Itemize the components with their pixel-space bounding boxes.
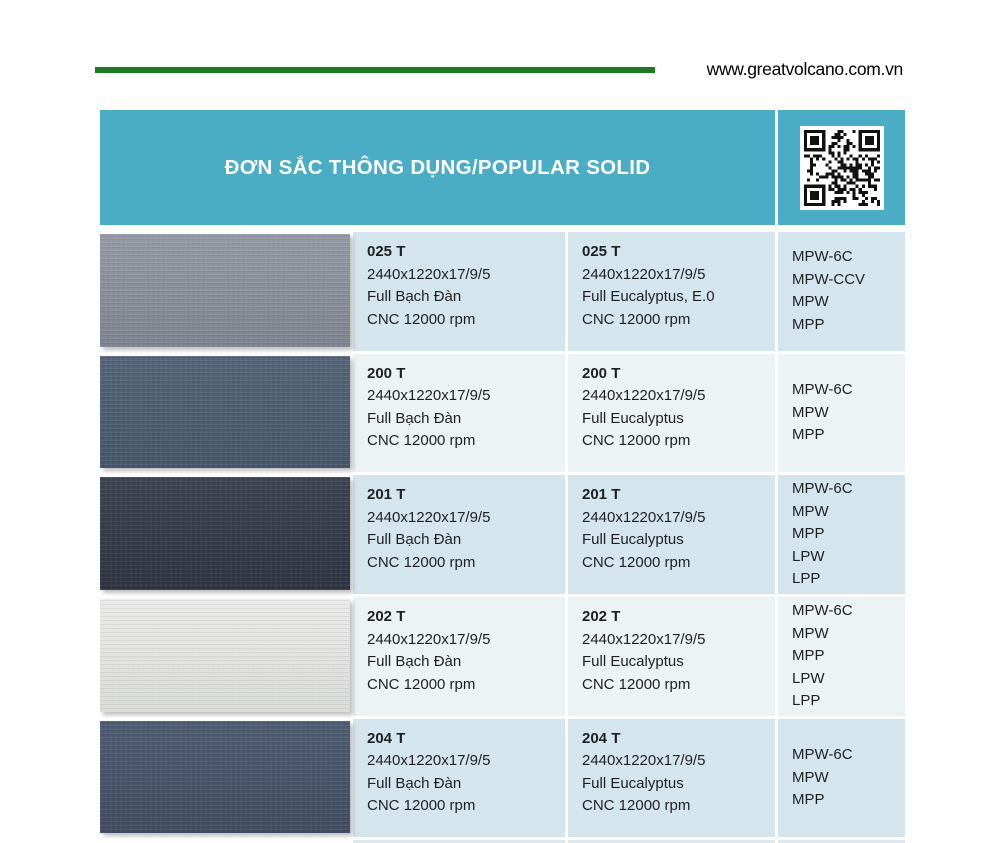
- product-size: 2440x1220x17/9/5: [582, 265, 706, 283]
- variant-export-cell: [568, 719, 775, 838]
- finish-code: MPP: [792, 647, 825, 665]
- catalog-header: [100, 110, 905, 225]
- swatch-cell: [100, 354, 350, 473]
- variant-export-cell: [568, 475, 775, 594]
- product-process: CNC 12000 rpm: [582, 432, 691, 450]
- finish-codes-cell: [778, 475, 905, 594]
- product-process: CNC 12000 rpm: [582, 797, 691, 815]
- panel-swatch-201T: [100, 477, 350, 590]
- finish-code: MPP: [792, 315, 825, 333]
- product-core: Full Eucalyptus, E.0: [582, 288, 715, 305]
- panel-swatch-202T: [100, 599, 350, 712]
- product-core: Full Eucalyptus: [582, 653, 684, 671]
- panel-swatch-200T: [100, 356, 350, 469]
- product-size: 2440x1220x17/9/5: [367, 387, 491, 405]
- finish-codes-cell: [778, 597, 905, 716]
- finish-code: MPW: [792, 403, 829, 421]
- finish-code: LPP: [792, 570, 821, 588]
- swatch-cell: [100, 232, 350, 351]
- product-core: Full Eucalyptus: [582, 774, 684, 792]
- variant-domestic-cell: [353, 354, 565, 473]
- product-code: 201 T: [367, 486, 406, 504]
- finish-code: MPW-6C: [792, 381, 853, 399]
- finish-code: MPW-6C: [792, 248, 853, 266]
- product-process: CNC 12000 rpm: [367, 675, 476, 693]
- finish-code: MPW-6C: [792, 602, 853, 620]
- variant-export-cell: [568, 597, 775, 716]
- product-process: CNC 12000 rpm: [367, 432, 476, 450]
- variant-domestic-cell: [353, 475, 565, 594]
- product-core: Full Bạch Đàn: [367, 409, 462, 427]
- top-bar: [0, 0, 990, 110]
- product-process: CNC 12000 rpm: [582, 310, 691, 328]
- variant-export-cell: [568, 354, 775, 473]
- finish-code: MPW: [792, 768, 829, 786]
- finish-codes-cell: [778, 719, 905, 838]
- product-core: Full Eucalyptus: [582, 531, 684, 549]
- finish-code: LPP: [792, 692, 821, 710]
- product-size: 2440x1220x17/9/5: [367, 752, 491, 770]
- product-core: Full Bạch Đàn: [367, 288, 462, 305]
- table-row-025T: [100, 232, 905, 351]
- variant-domestic-cell: [353, 719, 565, 838]
- header-title-cell: [100, 110, 775, 225]
- variant-domestic-cell: [353, 232, 565, 351]
- panel-swatch-025T: [100, 234, 350, 347]
- product-process: CNC 12000 rpm: [367, 310, 476, 328]
- product-size: 2440x1220x17/9/5: [582, 387, 706, 405]
- variant-export-cell: [568, 232, 775, 351]
- product-code: 202 T: [367, 608, 406, 626]
- swatch-cell: [100, 475, 350, 594]
- table-row-204T: [100, 719, 905, 838]
- product-size: 2440x1220x17/9/5: [582, 752, 706, 770]
- website-url[interactable]: www.greatvolcano.com.vn: [706, 59, 903, 79]
- variant-domestic-cell: [353, 597, 565, 716]
- product-code: 025 T: [582, 243, 621, 260]
- product-size: 2440x1220x17/9/5: [582, 630, 706, 648]
- finish-code: MPP: [792, 791, 825, 809]
- green-divider-line: [95, 67, 655, 73]
- finish-code: MPW-CCV: [792, 270, 866, 288]
- finish-codes-cell: [778, 232, 905, 351]
- finish-code: MPW-6C: [792, 480, 853, 498]
- product-core: Full Bạch Đàn: [367, 653, 462, 671]
- product-code: 025 T: [367, 243, 406, 260]
- product-code: 201 T: [582, 486, 621, 504]
- product-size: 2440x1220x17/9/5: [367, 508, 491, 526]
- table-row-201T: [100, 475, 905, 594]
- product-code: 202 T: [582, 608, 621, 626]
- product-code: 204 T: [367, 729, 406, 747]
- finish-code: MPW-6C: [792, 746, 853, 764]
- product-process: CNC 12000 rpm: [367, 797, 476, 815]
- page-title: ĐƠN SẮC THÔNG DỤNG/POPULAR SOLID: [224, 155, 651, 179]
- product-process: CNC 12000 rpm: [367, 553, 476, 571]
- product-code: 200 T: [367, 364, 406, 382]
- panel-swatch-204T: [100, 721, 350, 834]
- table-row-202T: [100, 597, 905, 716]
- product-code: 200 T: [582, 364, 621, 382]
- finish-code: MPP: [792, 525, 825, 543]
- finish-code: LPW: [792, 669, 825, 687]
- table-row-200T: [100, 354, 905, 473]
- swatch-cell: [100, 597, 350, 716]
- finish-code: LPW: [792, 547, 825, 565]
- swatch-cell: [100, 719, 350, 838]
- product-core: Full Bạch Đàn: [367, 531, 462, 549]
- product-process: CNC 12000 rpm: [582, 675, 691, 693]
- qr-cell: [778, 110, 905, 225]
- finish-code: MPP: [792, 426, 825, 444]
- finish-code: MPW: [792, 293, 829, 311]
- product-table: [100, 232, 905, 843]
- product-core: Full Eucalyptus: [582, 409, 684, 427]
- finish-code: MPW: [792, 502, 829, 520]
- product-core: Full Bạch Đàn: [367, 774, 462, 792]
- qr-code-icon: [800, 126, 884, 210]
- product-process: CNC 12000 rpm: [582, 553, 691, 571]
- product-code: 204 T: [582, 729, 621, 747]
- finish-codes-cell: [778, 354, 905, 473]
- product-size: 2440x1220x17/9/5: [367, 265, 491, 283]
- finish-code: MPW: [792, 624, 829, 642]
- product-size: 2440x1220x17/9/5: [582, 508, 706, 526]
- product-size: 2440x1220x17/9/5: [367, 630, 491, 648]
